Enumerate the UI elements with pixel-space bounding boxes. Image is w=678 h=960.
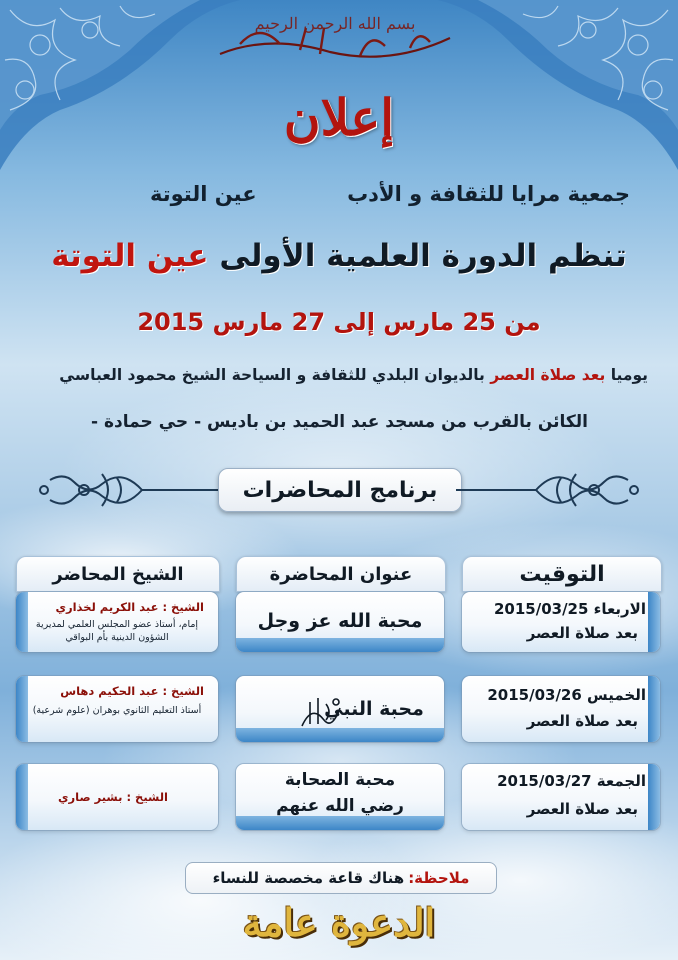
table-row-3-time <box>462 764 660 830</box>
cell-band <box>236 638 444 652</box>
header-lecture: عنوان المحاضرة <box>236 556 446 592</box>
note-label: ملاحظة: <box>408 869 470 887</box>
row-time: بعد صلاة العصر <box>526 712 638 730</box>
row-time: بعد صلاة العصر <box>526 624 638 642</box>
lecture-title: محبة النبي <box>324 698 424 720</box>
note-box <box>185 862 497 894</box>
program-title: برنامج المحاضرات <box>218 468 462 512</box>
location-name: عين التوتة <box>150 182 257 206</box>
speaker-name: الشيخ : بشير صاري <box>57 790 168 804</box>
row-time: بعد صلاة العصر <box>526 800 638 818</box>
table-row-1-lecture <box>236 592 444 652</box>
speaker-description: أستاذ التعليم الثانوي بوهران (علوم شرعية) <box>32 705 202 716</box>
basmala-calligraphy: بسم الله الرحمن الرحيم <box>210 14 460 68</box>
schedule-info <box>28 366 648 384</box>
table-row-2-lecture <box>236 676 444 742</box>
cell-band <box>236 816 444 830</box>
lecture-title: محبة الله عز وجل <box>257 610 423 632</box>
header-time: التوقيت <box>462 556 662 592</box>
invitation-text: الدعوة عامة <box>242 900 436 945</box>
note-text: هناك قاعة مخصصة للنساء <box>212 869 405 887</box>
cell-band <box>648 592 660 652</box>
cell-band <box>16 764 28 830</box>
table-row-3-lecture <box>236 764 444 830</box>
speaker-description: إمام، أستاذ عضو المجلس العلمي لمديرية الشؤون الدينية بأم البواقي <box>35 619 199 643</box>
speaker-name: الشيخ : عبد الحكيم دهاس <box>60 684 204 698</box>
cell-band <box>236 728 444 742</box>
speaker-name: الشيخ : عبد الكريم لخذاري <box>55 600 204 614</box>
cell-band <box>16 676 28 742</box>
table-row-1-speaker <box>16 592 218 652</box>
program-title-bar <box>0 464 678 522</box>
headline-main: تنظم الدورة العلمية الأولى <box>219 238 627 274</box>
cell-band <box>16 592 28 652</box>
row-date: الاربعاء 2015/03/25 <box>493 600 646 618</box>
scroll-ornament-icon <box>456 464 656 516</box>
table-row-2-speaker <box>16 676 218 742</box>
schedule-venue: بالديوان البلدي للثقافة و السياحة الشيخ محمود العباسي <box>59 366 485 384</box>
row-date: الجمعة 2015/03/27 <box>497 772 646 790</box>
association-name: جمعية مرايا للثقافة و الأدب <box>347 182 630 206</box>
table-row-1-time <box>462 592 660 652</box>
lecture-title: محبة الصحابة <box>284 770 396 790</box>
lecture-subtitle: رضي الله عنهم <box>276 796 404 816</box>
header-speaker: الشيخ المحاضر <box>16 556 220 592</box>
headline <box>0 238 678 274</box>
table-row-3-speaker <box>16 764 218 830</box>
cell-band <box>648 676 660 742</box>
headline-place: عين التوتة <box>51 238 209 274</box>
event-dates: من 25 مارس إلى 27 مارس 2015 <box>137 308 541 336</box>
venue-address: الكائن بالقرب من مسجد عبد الحميد بن باديس - حي حمادة - <box>91 412 588 432</box>
schedule-time-highlight: بعد صلاة العصر <box>490 366 606 384</box>
cell-band <box>648 764 660 830</box>
row-date: الخميس 2015/03/26 <box>487 686 646 704</box>
schedule-prefix: يوميا <box>610 366 648 384</box>
page-title: إعلان <box>283 88 395 147</box>
table-row-2-time <box>462 676 660 742</box>
scroll-ornament-icon <box>22 464 222 516</box>
